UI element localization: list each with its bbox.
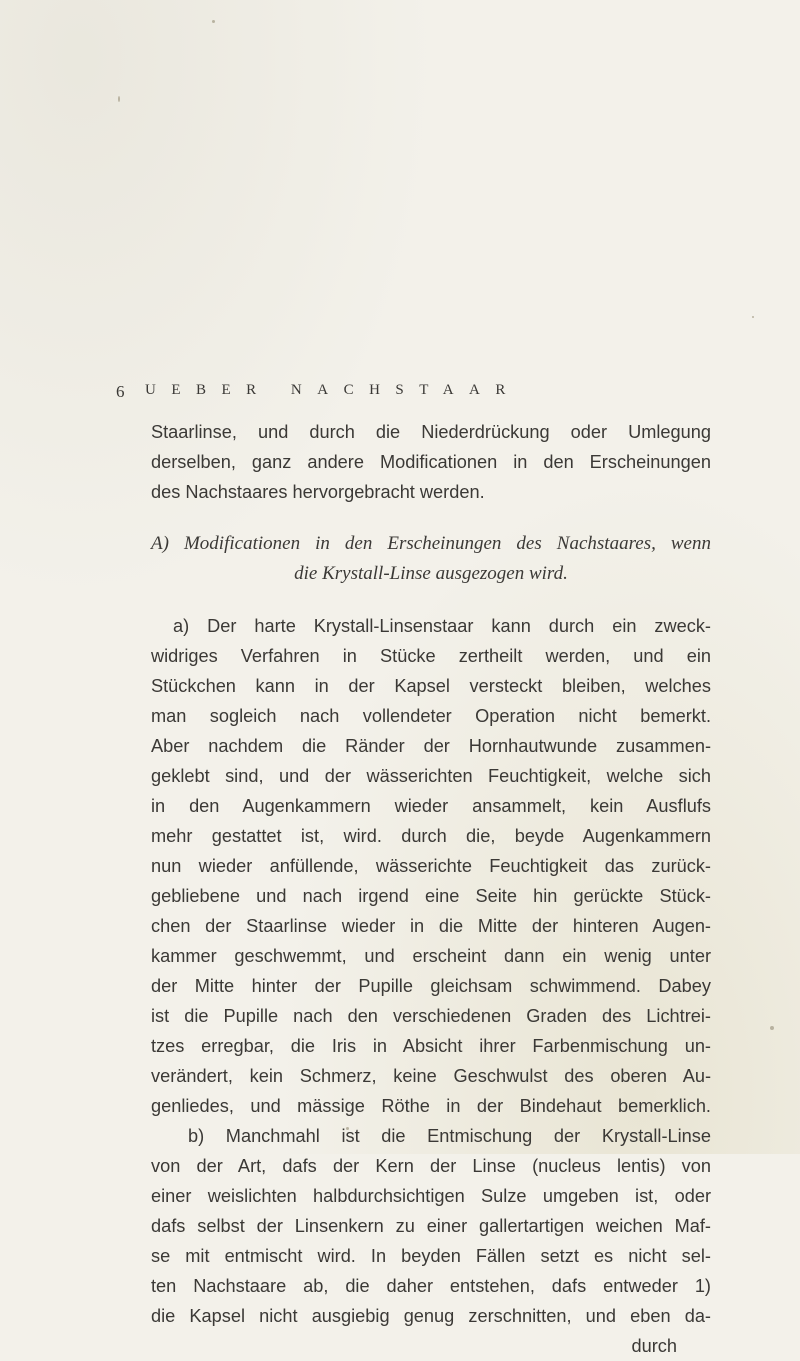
paper-speck <box>212 20 215 23</box>
text-line: genliedes, und mässige Röthe in der Bindehaut bemerklich. <box>151 1096 711 1116</box>
text-line: widriges Verfahren in Stücke zertheilt werden, und ein <box>151 646 711 666</box>
running-title: UEBER NACHSTAAR <box>145 382 521 398</box>
text-line: einer weislichten halbdurchsichtigen Sulze umgeben ist, oder <box>151 1186 711 1206</box>
text-line: dafs selbst der Linsenkern zu einer gallertartigen weichen Maf- <box>151 1216 711 1236</box>
text-line: chen der Staarlinse wieder in die Mitte der hinteren Augen- <box>151 916 711 936</box>
text-line: der Mitte hinter der Pupille gleichsam schwimmend. Dabey <box>151 976 711 996</box>
paper-speck <box>770 1026 774 1030</box>
catchword: durch <box>631 1336 677 1356</box>
text-line: se mit entmischt wird. In beyden Fällen setzt es nicht sel- <box>151 1246 711 1266</box>
running-head <box>116 382 676 406</box>
paper-speck <box>752 316 754 318</box>
paragraph-b <box>151 1121 711 1331</box>
text-line: kammer geschwemmt, und erscheint dann ein wenig unter <box>151 946 711 966</box>
text-line: die Kapsel nicht ausgiebig genug zerschnitten, und eben da- <box>151 1306 711 1326</box>
page-number: 6 <box>116 382 125 401</box>
section-heading <box>151 529 711 589</box>
text-line: mehr gestattet ist, wird. durch die, beyde Augenkammern <box>151 826 711 846</box>
text-line: geklebt sind, und der wässerichten Feuchtigkeit, welche sich <box>151 766 711 786</box>
paragraph-intro <box>151 417 711 507</box>
text-line: nun wieder anfüllende, wässerichte Feuchtigkeit das zurück- <box>151 856 711 876</box>
text-line: in den Augenkammern wieder ansammelt, kein Ausflufs <box>151 796 711 816</box>
paragraph-a <box>151 611 711 1121</box>
text-line: Aber nachdem die Ränder der Hornhautwunde zusammen- <box>151 736 711 756</box>
heading-line: die Krystall-Linse ausgezogen wird. <box>294 563 568 584</box>
text-line: des Nachstaares hervorgebracht werden. <box>151 482 485 502</box>
text-line: gebliebene und nach irgend eine Seite hin gerückte Stück- <box>151 886 711 906</box>
text-line: man sogleich nach vollendeter Operation nicht bemerkt. <box>151 706 711 726</box>
text-line: Stückchen kann in der Kapsel versteckt bleiben, welches <box>151 676 711 696</box>
text-line: derselben, ganz andere Modificationen in den Erscheinungen <box>151 452 711 472</box>
text-line: verändert, kein Schmerz, keine Geschwulst des oberen Au- <box>151 1066 711 1086</box>
text-line: Staarlinse, und durch die Niederdrückung oder Umlegung <box>151 422 711 442</box>
text-line: b) Manchmahl ist die Entmischung der Krystall-Linse <box>188 1126 711 1146</box>
text-line: tzes erregbar, die Iris in Absicht ihrer Farbenmischung un- <box>151 1036 711 1056</box>
text-line: ten Nachstaare ab, die daher entstehen, dafs entweder 1) <box>151 1276 711 1296</box>
text-line: a) Der harte Krystall-Linsenstaar kann durch ein zweck- <box>173 616 711 636</box>
heading-line: A) Modificationen in den Erscheinungen des Nachstaares, wenn <box>151 533 711 554</box>
text-line: von der Art, dafs der Kern der Linse (nucleus lentis) von <box>151 1156 711 1176</box>
paper-speck <box>118 96 120 102</box>
text-line: ist die Pupille nach den verschiedenen Graden des Lichtrei- <box>151 1006 711 1026</box>
body-text <box>151 417 711 1361</box>
